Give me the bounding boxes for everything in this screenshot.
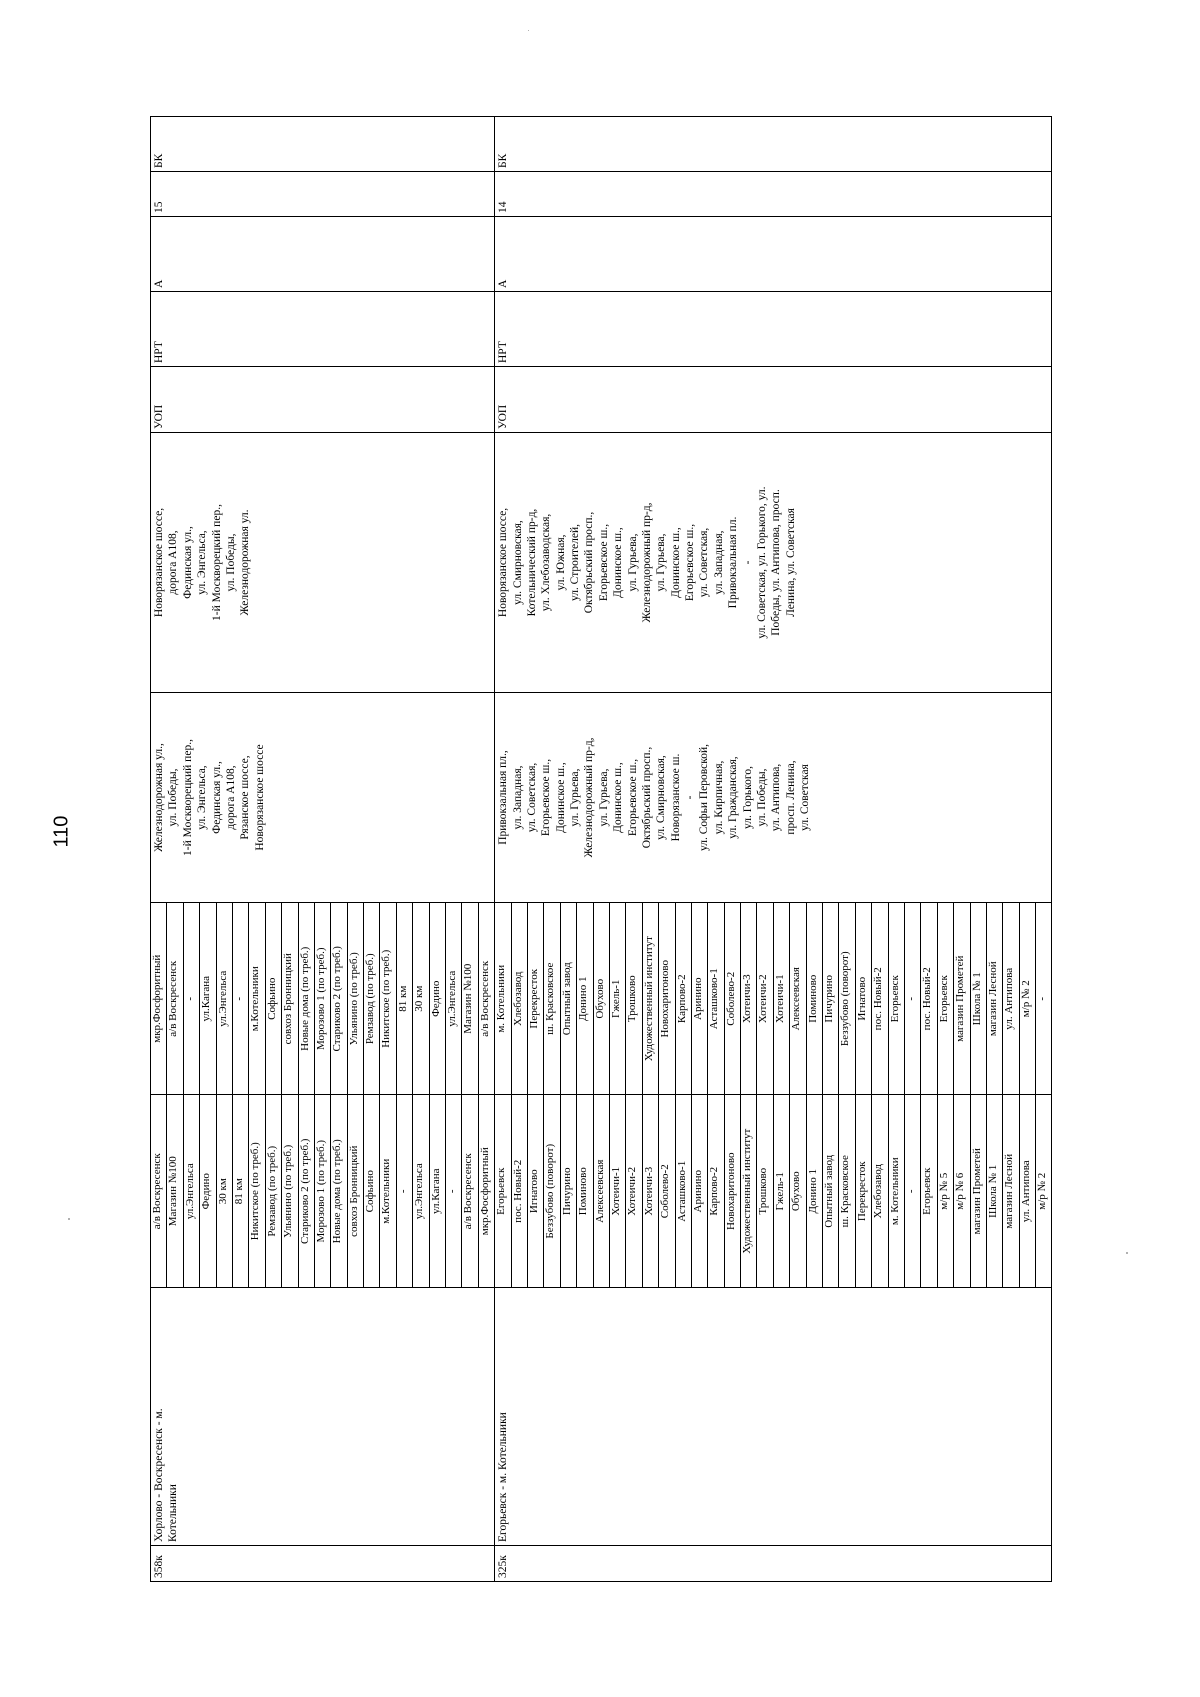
stop-row	[430, 903, 446, 1287]
stop-row	[544, 903, 560, 1287]
stop-row	[167, 903, 183, 1287]
stop-forward: 30 км	[217, 1095, 232, 1288]
stop-backward: Новохаритоново	[659, 959, 672, 1038]
stop-row	[676, 903, 692, 1287]
route-name: Хорлово - Воскресенск - м. Котельники	[151, 1288, 495, 1546]
vehicle-count: 15	[151, 172, 495, 217]
route-row	[151, 117, 495, 1582]
stop-forward: ш. Красковское	[839, 1095, 854, 1288]
stop-backward: Хотеичи-3	[741, 974, 754, 1024]
stop-row	[184, 903, 200, 1287]
stop-row	[905, 903, 921, 1287]
stop-backward: а/в Воскресенск	[167, 960, 180, 1037]
stop-row	[725, 903, 741, 1287]
stop-forward: магазин Прометей	[971, 1095, 986, 1288]
vehicle-count: 14	[495, 172, 1052, 217]
stop-row	[577, 903, 593, 1287]
stop-row	[889, 903, 905, 1287]
stop-forward: Беззубово (поворот)	[544, 1095, 559, 1288]
scan-speck	[1126, 1252, 1128, 1254]
stop-backward: магазин Прометей	[954, 955, 967, 1042]
stop-forward: ул. Антипова	[1020, 1095, 1035, 1288]
stop-row	[823, 903, 839, 1287]
route-number: 358к	[151, 1546, 495, 1582]
stop-forward: Школа № 1	[987, 1095, 1002, 1288]
route-row	[495, 117, 1052, 1582]
stop-forward: Опытный завод	[823, 1095, 838, 1288]
stop-backward: Соболево-2	[724, 971, 737, 1026]
streets-forward: Привокзальная пл., ул. Западная, ул. Советская, Егорьевское ш., Донинское ш., ул. Гурьева, Железнодорожный пр-д, ул. Гурьева, Донинское ш., Егорьевское ш., Октябрьский просп., ул. Смирновская, Новорязанское ш. - ул. Софьи Перовской, ул. Кирпичная, ул. Гражданская, ул. Горького, ул. Победы, ул. Антипова, просп. Ленина, ул. Советская	[495, 693, 1052, 903]
stop-backward: ул.Энгельса	[216, 970, 229, 1027]
stop-order: УОП	[495, 367, 1052, 433]
stop-row	[839, 903, 855, 1287]
stop-forward: м/р № 2	[1036, 1095, 1051, 1288]
stop-backward: пос. Новый-2	[921, 967, 934, 1031]
route-name: Егорьевск - м. Котельники	[495, 1288, 1052, 1546]
stop-backward: Хлебозавод	[511, 971, 524, 1027]
stop-backward: 81 км	[396, 985, 409, 1012]
stop-forward: магазин Лесной	[1003, 1095, 1018, 1288]
stop-forward: Обухово	[790, 1095, 805, 1288]
stop-backward: -	[1036, 996, 1049, 1001]
stop-forward: ул.Кагана	[430, 1095, 445, 1288]
stop-backward: Художественный институт	[642, 936, 655, 1062]
stop-list	[495, 903, 1051, 1287]
stop-backward: Аринино	[691, 977, 704, 1020]
stop-row	[512, 903, 528, 1287]
stop-row	[987, 903, 1003, 1287]
stop-row	[1003, 903, 1019, 1287]
stop-forward: Новые дома (по треб.)	[331, 1095, 346, 1288]
stop-backward: совхоз Бронницкий	[282, 953, 295, 1045]
stop-row	[921, 903, 937, 1287]
stop-row	[807, 903, 823, 1287]
stop-forward: Трошково	[757, 1095, 772, 1288]
stop-backward: Алексеевская	[790, 967, 803, 1031]
routes-body	[151, 117, 1052, 1582]
ecological-class: БК	[151, 117, 495, 172]
stop-backward: Асташково-1	[708, 968, 721, 1030]
vehicle-class: А	[151, 217, 495, 292]
stop-backward: Перекресток	[527, 968, 540, 1029]
stop-row	[479, 903, 494, 1287]
stop-forward: -	[905, 1095, 920, 1288]
stop-forward: Алексеевская	[594, 1095, 609, 1288]
stop-row	[528, 903, 544, 1287]
stop-backward: Магазин №100	[462, 963, 475, 1034]
stop-row	[790, 903, 806, 1287]
stop-row	[217, 903, 233, 1287]
stop-row	[774, 903, 790, 1287]
stop-forward: мкр.Фосфоритный	[479, 1095, 494, 1288]
stop-forward: Федино	[200, 1095, 215, 1288]
stop-row	[757, 903, 773, 1287]
stop-row	[299, 903, 315, 1287]
scan-speck	[68, 1218, 70, 1220]
stop-forward: Софьино	[364, 1095, 379, 1288]
stop-list	[151, 903, 494, 1287]
stop-row	[413, 903, 429, 1287]
stop-backward: а/в Воскресенск	[478, 960, 491, 1037]
scan-speck	[528, 30, 529, 31]
stop-backward: Школа № 1	[970, 972, 983, 1026]
stop-row	[200, 903, 216, 1287]
stop-row	[1036, 903, 1051, 1287]
stop-backward: Егорьевск	[888, 975, 901, 1023]
tariff-type: НРТ	[495, 292, 1052, 367]
stop-row	[692, 903, 708, 1287]
stop-row	[954, 903, 970, 1287]
stop-row	[610, 903, 626, 1287]
stop-row	[872, 903, 888, 1287]
stop-row	[708, 903, 724, 1287]
stop-backward: Поминово	[806, 974, 819, 1023]
stop-backward: магазин Лесной	[986, 961, 999, 1037]
ecological-class: БК	[495, 117, 1052, 172]
stop-forward: ул.Энгельса	[413, 1095, 428, 1288]
stop-backward: ул.Кагана	[200, 976, 213, 1022]
stop-row	[561, 903, 577, 1287]
stop-backward: Новые дома (по треб.)	[298, 946, 311, 1051]
stop-row	[282, 903, 298, 1287]
stops-cell	[151, 903, 495, 1288]
vehicle-class: А	[495, 217, 1052, 292]
stop-forward: Поминово	[577, 1095, 592, 1288]
stop-row	[266, 903, 282, 1287]
stop-backward: Федино	[429, 980, 442, 1017]
stop-forward: м.Котельники	[380, 1095, 395, 1288]
stop-backward: Беззубово (поворот)	[839, 951, 852, 1047]
stop-forward: а/в Воскресенск	[462, 1095, 477, 1288]
stop-row	[626, 903, 642, 1287]
stop-forward: Егорьевск	[921, 1095, 936, 1288]
stop-row	[495, 903, 511, 1287]
stop-forward: Ремзавод (по треб.)	[266, 1095, 281, 1288]
stop-forward: -	[397, 1095, 412, 1288]
stop-backward: ш. Красковское	[544, 962, 557, 1035]
stop-order: УОП	[151, 367, 495, 433]
stop-row	[1020, 903, 1036, 1287]
stop-forward: Стариково 2 (по треб.)	[299, 1095, 314, 1288]
stop-row	[315, 903, 331, 1287]
stop-forward: Магазин №100	[167, 1095, 182, 1288]
stop-forward: Ульянино (по треб.)	[282, 1095, 297, 1288]
page-number: 110	[50, 815, 73, 848]
stop-backward: Хотеичи-2	[757, 974, 770, 1024]
stop-forward: 81 км	[233, 1095, 248, 1288]
stop-backward: Карпово-2	[675, 974, 688, 1024]
stop-forward: Соболево-2	[659, 1095, 674, 1288]
stop-row	[151, 903, 167, 1287]
streets-backward: Новорязанское шоссе, ул. Смирновская, Котельнический пр-д, ул. Хлебозаводская, ул. Южная, ул. Строителей, Октябрьский просп., Егорьевское ш., Донинское ш., ул. Гурьева, Железнодорожный пр-д, ул. Гурьева, Донинское ш., Егорьевское ш., ул. Советская, ул. Западная, Привокзальная пл. - ул. Советская, ул. Горького, ул. Победы, ул. Антипова, просп. Ленина, ул. Советская	[495, 433, 1052, 693]
stop-backward: -	[183, 996, 196, 1001]
stop-backward: Игнатово	[855, 976, 868, 1021]
stop-forward: -	[446, 1095, 461, 1288]
stop-forward: пос. Новый-2	[512, 1095, 527, 1288]
stop-forward: Донино 1	[807, 1095, 822, 1288]
stop-forward: м/р № 6	[954, 1095, 969, 1288]
stop-forward: Хлебозавод	[872, 1095, 887, 1288]
stop-backward: Егорьевск	[937, 975, 950, 1023]
stop-backward: Хотеичи-1	[773, 974, 786, 1024]
stop-backward: пос. Новый-2	[872, 967, 885, 1031]
stop-backward: ул. Антипова	[1003, 967, 1016, 1030]
stop-backward: Ульянино (по треб.)	[347, 952, 360, 1046]
stop-forward: а/в Воскресенск	[151, 1095, 166, 1288]
routes-table	[150, 116, 1052, 1582]
stop-forward: Игнатово	[528, 1095, 543, 1288]
stop-forward: Асташково-1	[676, 1095, 691, 1288]
stop-row	[856, 903, 872, 1287]
stop-backward: м/р № 2	[1019, 980, 1032, 1018]
stop-row	[233, 903, 249, 1287]
stop-row	[659, 903, 675, 1287]
stop-forward: Хотеичи-3	[643, 1095, 658, 1288]
stop-row	[741, 903, 757, 1287]
stop-backward: -	[232, 996, 245, 1001]
stop-row	[348, 903, 364, 1287]
stop-forward: Новохаритоново	[725, 1095, 740, 1288]
stop-row	[643, 903, 659, 1287]
stop-backward: Ремзавод (по треб.)	[364, 953, 377, 1045]
stop-forward: Карпово-2	[708, 1095, 723, 1288]
stop-row	[249, 903, 265, 1287]
stop-forward: Аринино	[692, 1095, 707, 1288]
stop-backward: ул.Энгельса	[446, 970, 459, 1027]
stop-row	[938, 903, 954, 1287]
stop-backward: м.Котельники	[249, 966, 262, 1032]
stop-row	[462, 903, 478, 1287]
stops-cell	[495, 903, 1052, 1288]
streets-backward: Новорязанское шоссе, дорога А108, Фединская ул., ул. Энгельса, 1-й Москворецкий пер., ул. Победы, Железнодорожная ул.	[151, 433, 495, 693]
stop-forward: Хотеичи-1	[610, 1095, 625, 1288]
stop-forward: ул.Энгельса	[184, 1095, 199, 1288]
stop-backward: Опытный завод	[560, 962, 573, 1036]
stop-backward: Софьино	[265, 977, 278, 1020]
stop-forward: Художественный институт	[741, 1095, 756, 1288]
stop-backward: Донино 1	[577, 976, 590, 1021]
tariff-type: НРТ	[151, 292, 495, 367]
stop-forward: Хотеичи-2	[626, 1095, 641, 1288]
stop-forward: м/р № 5	[938, 1095, 953, 1288]
stop-row	[331, 903, 347, 1287]
stop-forward: Егорьевск	[495, 1095, 510, 1288]
route-number: 325к	[495, 1546, 1052, 1582]
stop-backward: Никитское (по треб.)	[380, 949, 393, 1048]
stop-row	[364, 903, 380, 1287]
stop-forward: Гжель-1	[774, 1095, 789, 1288]
stop-backward: -	[904, 996, 917, 1001]
stop-row	[446, 903, 462, 1287]
stop-forward: Морозово 1 (по треб.)	[315, 1095, 330, 1288]
stop-forward: совхоз Бронницкий	[348, 1095, 363, 1288]
stop-row	[397, 903, 413, 1287]
stop-backward: Гжель-1	[609, 979, 622, 1018]
stop-forward: Пичурино	[561, 1095, 576, 1288]
stop-row	[971, 903, 987, 1287]
stop-backward: мкр.Фосфоритный	[151, 954, 163, 1043]
stop-backward: Стариково 2 (по треб.)	[331, 946, 344, 1052]
rotated-table-container	[150, 117, 1105, 1582]
stop-forward: Никитское (по треб.)	[249, 1095, 264, 1288]
streets-forward: Железнодорожная ул., ул. Победы, 1-й Москворецкий пер., ул. Энгельса, Фединская ул., дорога А108, Рязанское шоссе, Новорязанское шоссе	[151, 693, 495, 903]
stop-backward: Трошково	[626, 975, 639, 1023]
stop-backward: Морозово 1 (по треб.)	[314, 947, 327, 1051]
stop-row	[594, 903, 610, 1287]
stop-backward: м. Котельники	[495, 964, 508, 1033]
stop-backward: Обухово	[593, 978, 606, 1019]
stop-row	[380, 903, 396, 1287]
stop-backward: 30 км	[413, 985, 426, 1012]
stop-forward: м. Котельники	[889, 1095, 904, 1288]
stop-forward: Перекресток	[856, 1095, 871, 1288]
stop-backward: Пичурино	[823, 974, 836, 1023]
